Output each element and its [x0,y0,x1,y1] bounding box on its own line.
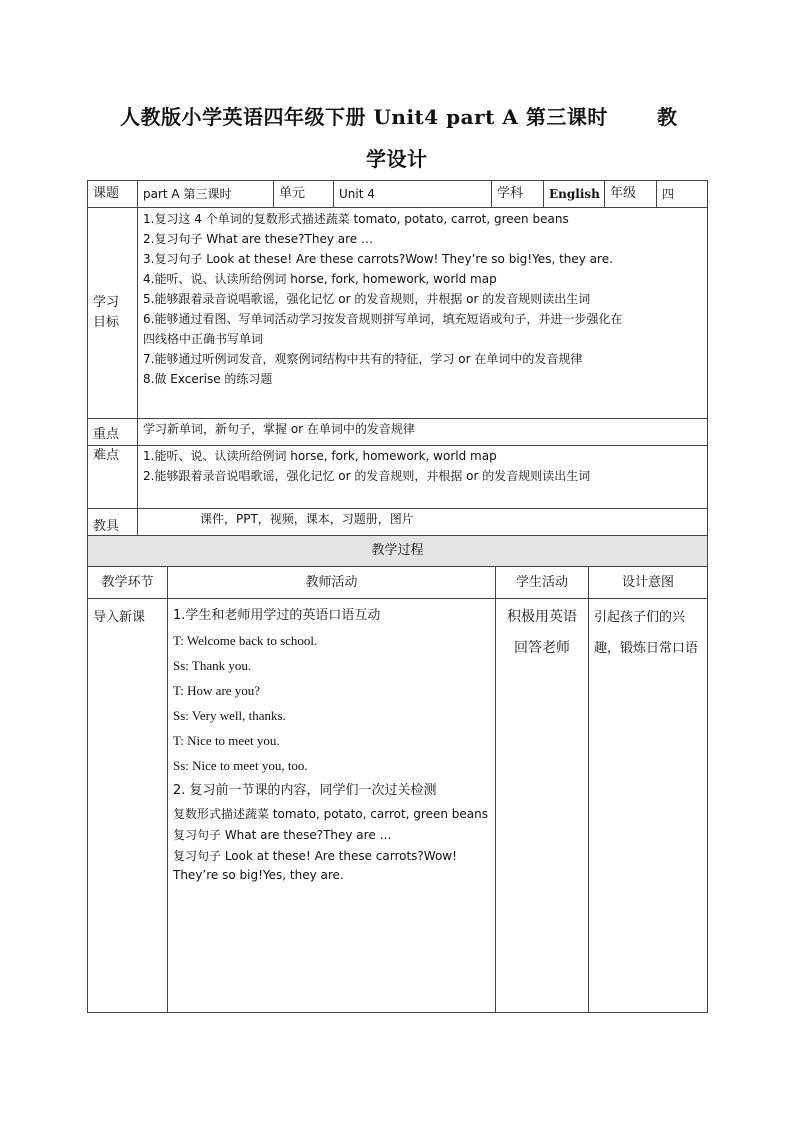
title-line-1-tail: 教 [657,105,678,129]
review-item: 复习句子 What are these?They are … [173,828,392,842]
teaching-process-table [87,535,708,1013]
difficulties-row [88,446,708,509]
subject-value: English [544,181,605,208]
teacher-step-2: 2. 复习前一节课的内容，同学们一次过关检测 [173,783,437,798]
objective-item: 1.复习这 4 个单词的复数形式描述蔬菜 tomato, potato, carrot, green beans [143,212,569,226]
info-row [88,181,708,208]
objectives-label-2: 目标 [93,315,120,330]
title-line-2: 学设计 [366,147,428,171]
column-header-intent: 设计意图 [589,567,708,599]
unit-label: 单元 [274,181,334,208]
tools-row [88,509,708,538]
student-activity-cell [496,599,589,1013]
topic-label: 课题 [88,181,138,208]
student-activity-line: 积极用英语 [507,609,577,625]
process-row-intro [88,599,708,1013]
objective-item: 3.复习句子 Look at these! Are these carrots?Wow! They’re so big!Yes, they are. [143,252,613,266]
objective-item: 2.复习句子 What are these?They are … [143,232,373,246]
objective-item: 4.能听、说、认读所给例词 horse, fork, homework, world map [143,272,497,286]
dialogue-line: Ss: Nice to meet you, too. [173,758,308,773]
dialogue-line: Ss: Very well, thanks. [173,708,286,723]
subject-label: 学科 [492,181,544,208]
stage-cell: 导入新课 [88,599,168,1013]
column-header-teacher: 教师活动 [168,567,496,599]
grade-label: 年级 [605,181,657,208]
title-line-1: 人教版小学英语四年级下册 Unit4 part A 第三课时 [120,105,608,129]
process-header: 教学过程 [88,536,708,567]
dialogue-line: T: Nice to meet you. [173,733,280,748]
key-points-row [88,419,708,446]
tools-text: 课件，PPT，视频，课本，习题册，图片 [138,509,708,538]
teacher-step-1: 1.学生和老师用学过的英语口语互动 [173,608,381,623]
column-header-student: 学生活动 [496,567,589,599]
objective-item: 四线格中正确书写单词 [143,332,264,346]
student-activity-line: 回答老师 [514,640,570,656]
dialogue-line: Ss: Thank you. [173,658,252,673]
objective-item: 6.能够通过看图、写单词活动学习按发音规则拼写单词，填充短语或句子，并进一步强化在 [143,312,623,326]
objectives-label-1: 学习 [93,295,120,310]
objectives-label [88,208,138,419]
review-item: 复数形式描述蔬菜 tomato, potato, carrot, green beans [173,807,488,821]
objective-item: 8.做 Excerise 的练习题 [143,372,273,386]
difficulties-label: 难点 [88,446,138,509]
column-header-stage: 教学环节 [88,567,168,599]
key-points-text: 学习新单词，新句子，掌握 or 在单词中的发音规律 [138,419,708,446]
objectives-row [88,208,708,419]
dialogue-line: T: How are you? [173,683,261,698]
teacher-activity-cell [168,599,496,1013]
topic-value: part A 第三课时 [138,181,274,208]
key-points-label: 重点 [88,419,138,446]
objective-item: 5.能够跟着录音说唱歌谣，强化记忆 or 的发音规则，并根据 or 的发音规则读出生词 [143,292,591,306]
grade-value: 四 [657,181,708,208]
process-header-row [88,536,708,567]
difficulty-item: 1.能听、说、认读所给例词 horse, fork, homework, world map [143,449,497,463]
objective-item: 7.能够通过听例词发音，观察例词结构中共有的特征，学习 or 在单词中的发音规律 [143,352,583,366]
process-column-header-row [88,567,708,599]
tools-label: 教具 [88,509,138,538]
review-item: 复习句子 Look at these! Are these carrots?Wow! They’re so big!Yes, they are. [173,849,457,882]
dialogue-line: T: Welcome back to school. [173,633,318,648]
difficulties-content [138,446,708,509]
lesson-info-table [87,180,708,538]
objectives-content [138,208,708,419]
unit-value: Unit 4 [334,181,492,208]
difficulty-item: 2.能够跟着录音说唱歌谣，强化记忆 or 的发音规则，并根据 or 的发音规则读出生词 [143,469,591,483]
design-intent-cell: 引起孩子们的兴趣，锻炼日常口语 [589,599,708,1013]
